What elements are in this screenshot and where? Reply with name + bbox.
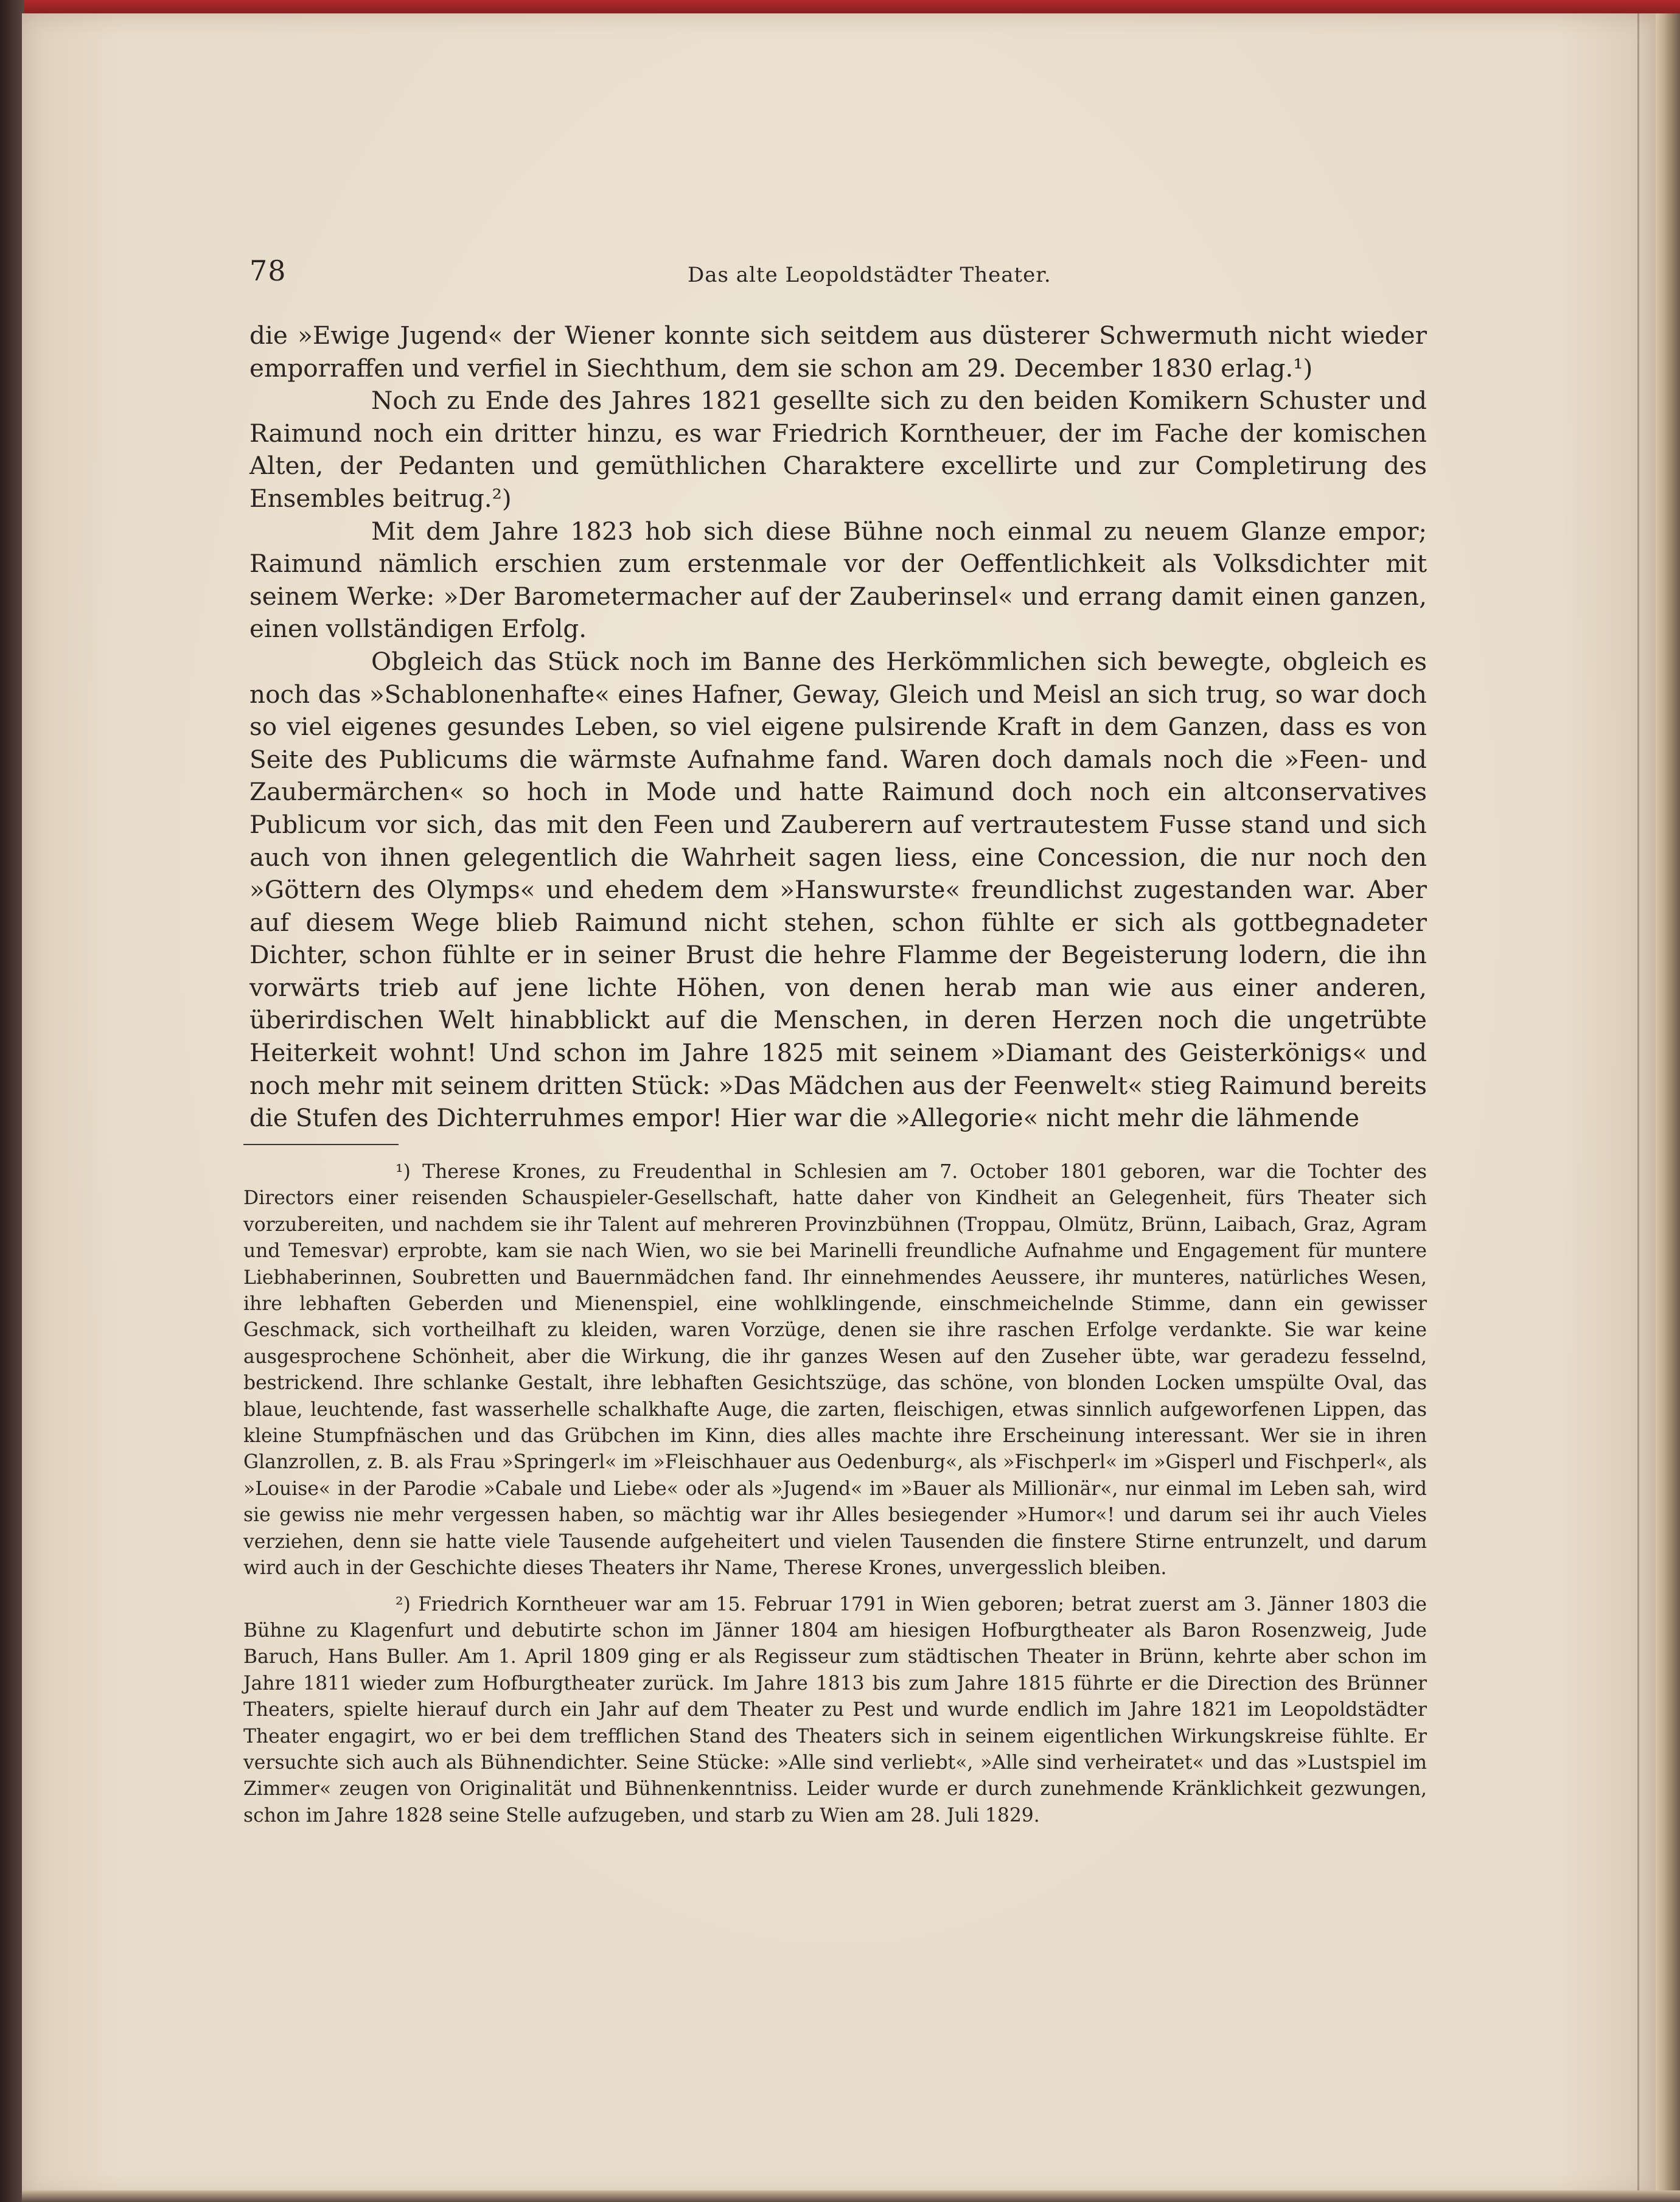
page-number: 78 (249, 254, 287, 287)
footnotes (243, 1159, 1427, 1833)
page-stack-bottom-edge (22, 2190, 1680, 2202)
paragraph: Noch zu Ende des Jahres 1821 gesellte sich zu den beiden Komikern Schuster und Raimund noch ein dritter hinzu, es war Friedrich Korntheuer, der im Fache der komischen Alten, der Pedanten und gemüthlichen Charaktere excellirte und zur Completirung des Ensembles beitrug.²) (249, 386, 1427, 513)
running-title: Das alte Leopoldstädter Theater. (688, 263, 1051, 287)
paragraph: Obgleich das Stück noch im Banne des Herkömmlichen sich bewegte, obgleich es noch das »Schablonenhafte« eines Hafner, Geway, Gleich und Meisl an sich trug, so war doch so viel eigenes gesundes Leben, so viel eigene pulsirende Kraft in dem Ganzen, dass es von Seite des Publicums die wärmste Aufnahme fand. Waren doch damals noch die »Feen- und Zaubermärchen« so hoch in Mode und hatte Raimund doch noch ein altconservatives Publicum vor sich, das mit den Feen und Zauberern auf vertrautestem Fusse stand und sich auch von ihnen gelegentlich die Wahrheit sagen liess, eine Concession, die nur noch den »Göttern des Olymps« und ehedem dem »Hanswurste« freundlichst zugestanden war. Aber auf diesem Wege blieb Raimund nicht stehen, schon fühlte er sich als gottbegnadeter Dichter, schon fühlte er in seiner Brust die hehre Flamme der Begeisterung lodern, die ihn vorwärts trieb auf jene lichte Höhen, von denen herab man wie aus einer anderen, überirdischen Welt hinabblickt auf die Menschen, in deren Herzen noch die ungetrübte Heiterkeit wohnt! Und schon im Jahre 1825 mit seinem »Diamant des Geisterkönigs« und noch mehr mit seinem dritten Stück: »Das Mädchen aus der Feenwelt« stieg Raimund bereits die Stufen des Dichterruhmes empor! Hier war die »Allegorie« nicht mehr die lähmende (249, 646, 1427, 1133)
paragraph: die »Ewige Jugend« der Wiener konnte sich seitdem aus düsterer Schwermuth nicht wieder emporraffen und verfiel in Siechthum, dem sie schon am 29. December 1830 erlag.¹) (249, 321, 1427, 383)
footnote: ²) Friedrich Korntheuer war am 15. Februar 1791 in Wien geboren; betrat zuerst am 3. Jänner 1803 die Bühne zu Klagenfurt und debutirte schon im Jänner 1804 am hiesigen Hofburgtheater als Baron Rosenzweig, Jude Baruch, Hans Buller. Am 1. April 1809 ging er als Regisseur zum städtischen Theater in Brünn, kehrte aber schon im Jahre 1811 wieder zum Hofburgtheater zurück. Im Jahre 1813 bis zum Jahre 1815 führte er die Direction des Brünner Theaters, spielte hierauf durch ein Jahr auf dem Theater zu Pest und wurde endlich im Jahre 1821 im Leopoldstädter Theater engagirt, wo er bei dem trefflichen Stand des Theaters sich in seinem eigentlichen Wirkungskreise fühlte. Er versuchte sich auch als Bühnendichter. Seine Stücke: »Alle sind verliebt«, »Alle sind verheiratet« und das »Lustspiel im Zimmer« zeugen von Originalität und Bühnenkenntniss. Leider wurde er durch zunehmende Kränklichkeit gezwungen, schon im Jahre 1828 seine Stelle aufzugeben, und starb zu Wien am 28. Juli 1829. (243, 1593, 1427, 1827)
page-stack-right-edge (1656, 13, 1680, 2202)
footnote: ¹) Therese Krones, zu Freudenthal in Schlesien am 7. October 1801 geboren, war die Tochter des Directors einer reisenden Schauspieler-Gesellschaft, hatte daher von Kindheit an Gelegenheit, fürs Theater sich vorzubereiten, und nachdem sie ihr Talent auf mehreren Provinzbühnen (Troppau, Olmütz, Brünn, Laibach, Graz, Agram und Temesvar) erprobte, kam sie nach Wien, wo sie bei Marinelli freundliche Aufnahme und Engagement für muntere Liebhaberinnen, Soubretten und Bauernmädchen fand. Ihr einnehmendes Aeussere, ihr munteres, natürliches Wesen, ihre lebhaften Geberden und Mienenspiel, eine wohlklingende, einschmeichelnde Stimme, dann ein gewisser Geschmack, sich vortheilhaft zu kleiden, waren Vorzüge, denen sie ihre raschen Erfolge verdankte. Sie war keine ausgesprochene Schönheit, aber die Wirkung, die ihr ganzes Wesen auf den Zuseher übte, war geradezu fesselnd, bestrickend. Ihre schlanke Gestalt, ihre lebhaften Gesichtszüge, das schöne, von blonden Locken umspülte Oval, das blaue, leuchtende, fast wasserhelle schalkhafte Auge, die zarten, fleischigen, etwas sinnlich aufgeworfenen Lippen, das kleine Stumpfnäschen und das Grübchen im Kinn, dies alles machte ihre Erscheinung interessant. Wer sie in ihren Glanzrollen, z. B. als Frau »Springerl« im »Fleischhauer aus Oedenburg«, als »Fischperl« im »Gisperl und Fischperl«, als »Louise« in der Parodie »Cabale und Liebe« oder als »Jugend« im »Bauer als Millionär«, nur einmal im Leben sah, wird sie gewiss nie mehr vergessen haben, so mächtig war ihr Alles besiegender »Humor«! und darum sei ihr auch Vieles verziehen, denn sie hatte viele Tausende aufgeheitert und vielen Tausenden die finstere Stirne entrunzelt, und darum wird auch in der Geschichte dieses Theaters ihr Name, Therese Krones, unvergesslich bleiben. (243, 1161, 1427, 1580)
page-header (249, 254, 1436, 297)
book-cover-left-edge (0, 0, 24, 2202)
paragraph: Mit dem Jahre 1823 hob sich diese Bühne noch einmal zu neuem Glanze empor; Raimund nämlich erschien zum erstenmale vor der Oeffentlichkeit als Volksdichter mit seinem Werke: »Der Barometermacher auf der Zauberinsel« und errang damit einen ganzen, einen vollständigen Erfolg. (249, 516, 1427, 644)
footnote-separator (243, 1144, 399, 1145)
main-text (249, 319, 1427, 1135)
